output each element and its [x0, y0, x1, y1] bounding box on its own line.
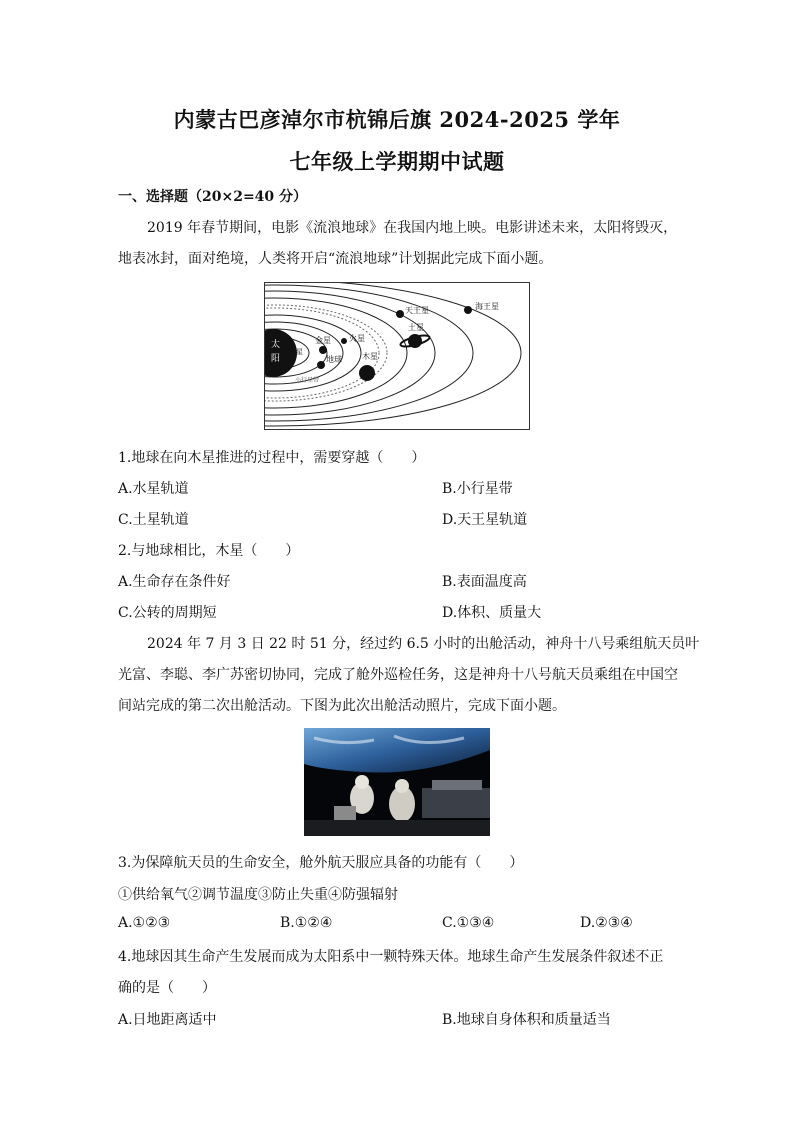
q2-option-c: C.公转的周期短	[118, 605, 217, 621]
passage1-line1: 2019 年春节期间，电影《流浪地球》在我国内地上映。电影讲述未来，太阳将毁灭，	[147, 220, 678, 236]
passage2-line2: 光富、李聪、李广苏密切协同，完成了舱外巡检任务，这是神舟十八号航天员乘组在中国空	[118, 667, 678, 683]
q3-option-d: D.②③④	[580, 915, 633, 931]
mars-label: 火星	[349, 334, 365, 343]
q4-stem-line2: 确的是（ ）	[118, 980, 216, 996]
q4-stem-line1: 4.地球因其生命产生发展而成为太阳系中一颗特殊天体。地球生命产生发展条件叙述不正	[118, 949, 664, 965]
q1-option-c: C.土星轨道	[118, 512, 189, 528]
q1-option-b: B.小行星带	[442, 481, 513, 497]
solar-system-diagram	[264, 282, 530, 430]
sun-label-2: 阳	[271, 354, 281, 364]
neptune-label: 海王星	[475, 302, 499, 311]
passage2-line3: 间站完成的第二次出舱活动。下图为此次出舱活动照片，完成下面小题。	[118, 698, 566, 714]
mercury-label: 水星	[289, 348, 303, 356]
q3-option-a: A.①②③	[118, 915, 171, 931]
jupiter-label: 木星	[362, 352, 378, 361]
saturn-label: 土星	[408, 323, 424, 332]
q1-stem: 1.地球在向木星推进的过程中，需要穿越（ ）	[118, 450, 426, 466]
q3-option-c: C.①③④	[442, 915, 495, 931]
uranus-label: 天王星	[405, 306, 429, 315]
q4-option-a: A.日地距离适中	[118, 1012, 217, 1028]
passage2-line1: 2024 年 7 月 3 日 22 时 51 分，经过约 6.5 小时的出舱活动，神舟十八号乘组航天员叶	[147, 636, 700, 652]
document-subtitle: 七年级上学期期中试题	[289, 149, 505, 174]
q3-items: ①供给氧气②调节温度③防止失重④防强辐射	[118, 887, 398, 903]
q2-option-a: A.生命存在条件好	[118, 574, 231, 590]
passage1-line2: 地表冰封，面对绝境，人类将开启“流浪地球”计划据此完成下面小题。	[118, 251, 553, 267]
q3-option-b: B.①②④	[280, 915, 333, 931]
q2-option-d: D.体积、质量大	[442, 605, 542, 621]
sun-label-1: 太	[271, 340, 281, 350]
venus-label: 金星	[315, 336, 331, 345]
asteroid-belt-label: 小行星带	[295, 377, 320, 384]
q4-option-b: B.地球自身体积和质量适当	[442, 1012, 611, 1028]
q2-stem: 2.与地球相比，木星（ ）	[118, 543, 300, 559]
spacewalk-photo	[304, 728, 490, 836]
section-heading: 一、选择题（20×2=40 分）	[118, 189, 308, 205]
earth-label: 地球	[326, 355, 342, 364]
document-title: 内蒙古巴彦淖尔市杭锦后旗 2024-2025 学年	[173, 107, 621, 132]
q1-option-a: A.水星轨道	[118, 481, 189, 497]
q2-option-b: B.表面温度高	[442, 574, 527, 590]
q1-option-d: D.天王星轨道	[442, 512, 528, 528]
q3-stem: 3.为保障航天员的生命安全，舱外航天服应具备的功能有（ ）	[118, 855, 524, 871]
